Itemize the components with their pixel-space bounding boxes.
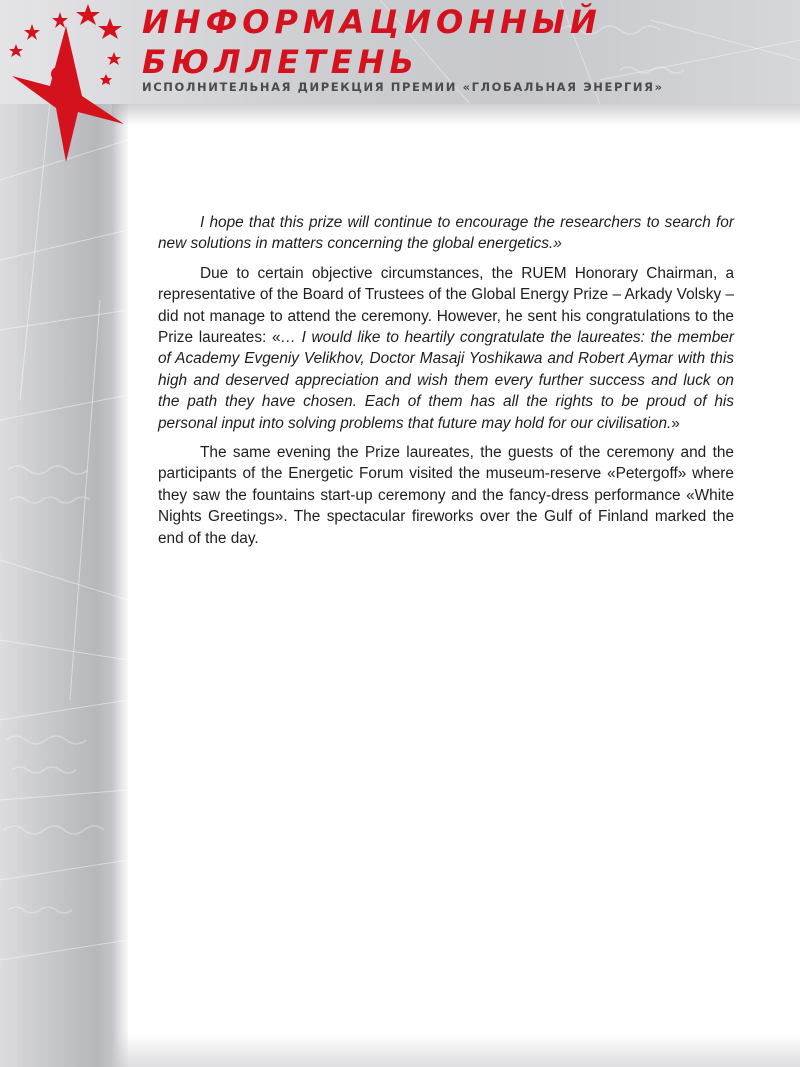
footer-shadow <box>112 1034 800 1067</box>
paragraph-3: The same evening the Prize laureates, the guests of the ceremony and the participants of the Energetic Forum visited the museum-reserve «Petergoff» where they saw the fountains start-up ceremony and the fancy-dress performance «White Nights Greetings». The spectacular fireworks over the Gulf of Finland marked the end of the day. <box>158 444 734 547</box>
paragraph-2-end: » <box>671 414 680 432</box>
paragraph-1-text: I hope that this prize will continue to encourage the researchers to search for new solutions in matters concerning the global energetics.» <box>158 214 734 253</box>
paragraph-2-quote: … I would like to heartily congratulate the laureates: the member of Academy Evgeniy Velikhov, Doctor Masaji Yoshikawa and Robert Aymar with this high and deserved appreciation and wish them every further success and luck on the path they have chosen. Each of them has all the rights to be proud of his personal input into solving problems that future may hold for our civilisation. <box>158 329 734 432</box>
header-shadow <box>112 104 800 126</box>
bulletin-title <box>142 2 602 82</box>
paragraph-2 <box>158 263 734 434</box>
title-line-2: БЮЛЛЕТЕНЬ <box>142 43 419 81</box>
paragraph-2-text: Due to certain objective circumstances, the RUEM Honorary Chairman, a representative of the Board of Trustees of the Global Energy Prize – Arkady Volsky – did not manage to attend the ceremony. However, he sent his congratulations to the Prize laureates: « <box>158 264 734 347</box>
paragraph-1 <box>158 212 734 255</box>
article-body <box>158 212 734 557</box>
title-line-1: ИНФОРМАЦИОННЫЙ <box>142 3 602 41</box>
star-figure-icon <box>4 4 134 164</box>
bulletin-subtitle: ИСПОЛНИТЕЛЬНАЯ ДИРЕКЦИЯ ПРЕМИИ «ГЛОБАЛЬНАЯ ЭНЕРГИЯ» <box>142 80 664 94</box>
